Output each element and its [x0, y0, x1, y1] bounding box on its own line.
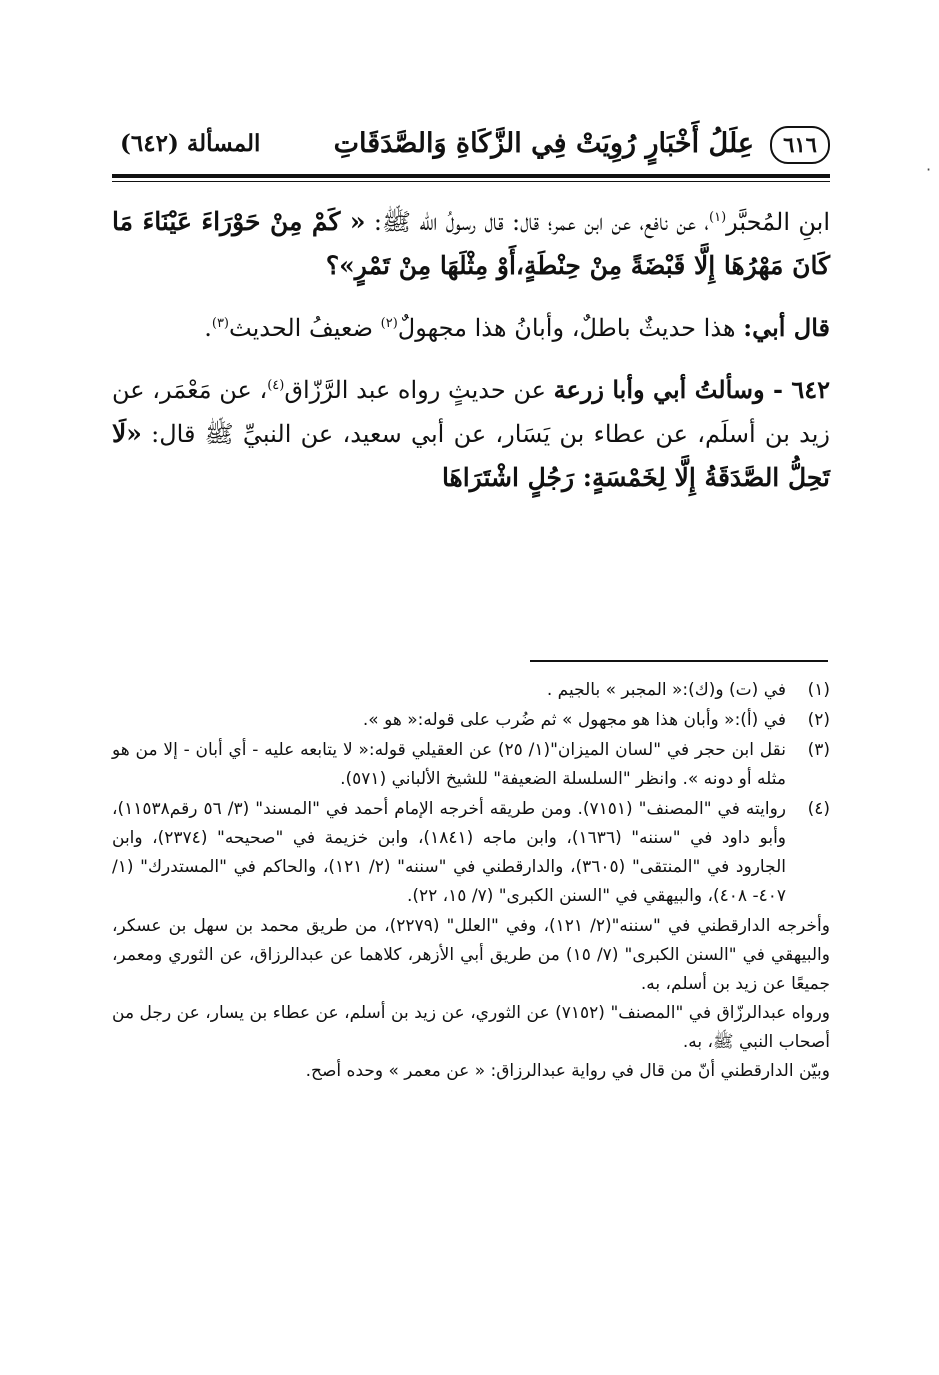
narrator-text: ابنِ المُحبَّر	[726, 208, 831, 236]
hadith-text-2: «لَا تَحِلُّ الصَّدَقَةُ إِلَّا لِخَمْسَةٍ: رَجُلٍ اشْتَرَاهَا	[112, 419, 830, 492]
page-number-badge: ٦١٦	[770, 126, 830, 164]
footnote-number: (١)	[807, 680, 830, 700]
question-text: عن حديثٍ رواه عبد الرَّزّاق	[284, 376, 554, 404]
footnote-continuation: وأخرجه الدارقطني في "سننه"(٢/ ١٢١)، وفي "العلل" (٢٢٧٩)، من طريق محمد بن سهل بن عسكر، والبيهقي في "السنن الكبرى" (٧/ ١٥) من طريق أبي الأزهر، كلاهما عن عبدالرزاق، عن الثوري ومعمر، جميعًا عن زيد بن أسلم، به.	[112, 916, 830, 994]
abi-lead: قال أبي:	[743, 313, 830, 342]
verdict-text-2: ضعيفُ الحديث	[229, 314, 381, 342]
footnote-item	[112, 795, 830, 911]
footnote-continuation: ورواه عبدالرزّاق في "المصنف" (٧١٥٢) عن الثوري، عن زيد بن أسلم، عن عطاء بن يسار، عن رجل من أصحاب النبي ﷺ، به.	[112, 1003, 830, 1052]
footnote-ref-1: (١)	[709, 210, 727, 225]
footnote-text: في (ت) و(ك):« المجبر » بالجيم .	[546, 680, 786, 700]
footnote-item	[112, 736, 830, 794]
footnote-number: (٤)	[807, 799, 830, 819]
verdict-end: .	[204, 314, 212, 342]
footnote-text: روايته في "المصنف" (٧١٥١). ومن طريقه أخرجه الإمام أحمد في "المسند" (٣/ ٥٦ رقم١١٥٣٨)، وأبو داود في "سننه" (١٦٣٦)، وابن ماجه (١٨٤١)، وابن خزيمة في "صحيحه" (٢٣٧٤)، وابن الجارود في "المنتقى" (٣٦٠٥)، والدارقطني في "سننه" (٢/ ١٢١)، والحاكم في "المستدرك" (١/ ٤٠٧- ٤٠٨)، والبيهقي في "السنن الكبرى" (٧/ ١٥، ٢٢).	[112, 799, 786, 906]
footnote-continuation: وبيّن الدارقطني أنّ من قال في رواية عبدالرزاق: « عن معمر » وحده أصح.	[305, 1061, 830, 1081]
footnote-item	[112, 706, 830, 735]
header-rule-thin	[112, 181, 830, 182]
footnote-number: (٢)	[807, 710, 830, 730]
verdict-text: هذا حديثٌ باطلٌ، وأبانُ هذا مجهولٌ	[397, 314, 744, 342]
footnote-item	[112, 676, 830, 705]
paragraph-2	[112, 306, 830, 350]
page-header	[112, 122, 830, 174]
chain-text-2: ، عن مَعْمَر، عن زيد بن أسلَم، عن عطاء بن يَسَار، عن أبي سعيد، عن النبيِّ ﷺ قال:	[112, 376, 830, 448]
footnote-ref-3: (٣)	[211, 316, 229, 331]
header-rule-thick	[112, 174, 830, 178]
footnotes	[112, 676, 830, 1086]
footnote-text: في (أ):« وأبان هذا هو مجهول » ثم ضُرب على قوله:« هو ».	[362, 710, 786, 730]
issue-label: المسألة (٦٤٢)	[120, 130, 261, 157]
footnote-ref-2: (٢)	[380, 316, 398, 331]
scan-mark: ·	[926, 160, 932, 179]
footnote-number: (٣)	[807, 740, 830, 760]
main-text	[112, 200, 830, 518]
paragraph-1	[112, 200, 830, 288]
paragraph-3	[112, 368, 830, 500]
issue-number-lead: ٦٤٢ - وسألتُ أبي وأبا زرعة	[553, 375, 831, 404]
footnote-ref-4: (٤)	[267, 378, 285, 393]
footnote-text: نقل ابن حجر في "لسان الميزان"(١/ ٢٥) عن العقيلي قوله:« لا يتابعه عليه - أي أبان - إلا من هو مثله أو دونه ». وانظر "السلسلة الضعيفة" للشيخ الألباني (٥٧١).	[112, 740, 786, 789]
hadith-text-1: « كَمْ مِنْ حَوْرَاءَ عَيْنَاءَ مَا كَانَ مَهْرُهَا إِلَّا قَبْضَةً مِنْ حِنْطَةٍ،أَوْ مِثْلَهَا مِنْ تَمْرٍ»؟	[112, 207, 830, 280]
chain-text: ، عن نافع، عن ابن عمر؛ قال: قال رسولُ الله ﷺ:	[373, 208, 710, 236]
footnote-separator	[530, 660, 828, 662]
running-title: عِلَلُ أَخْبَارٍ رُوِيَتْ فِي الزَّكَاةِ وَالصَّدَقَاتِ	[333, 128, 754, 159]
